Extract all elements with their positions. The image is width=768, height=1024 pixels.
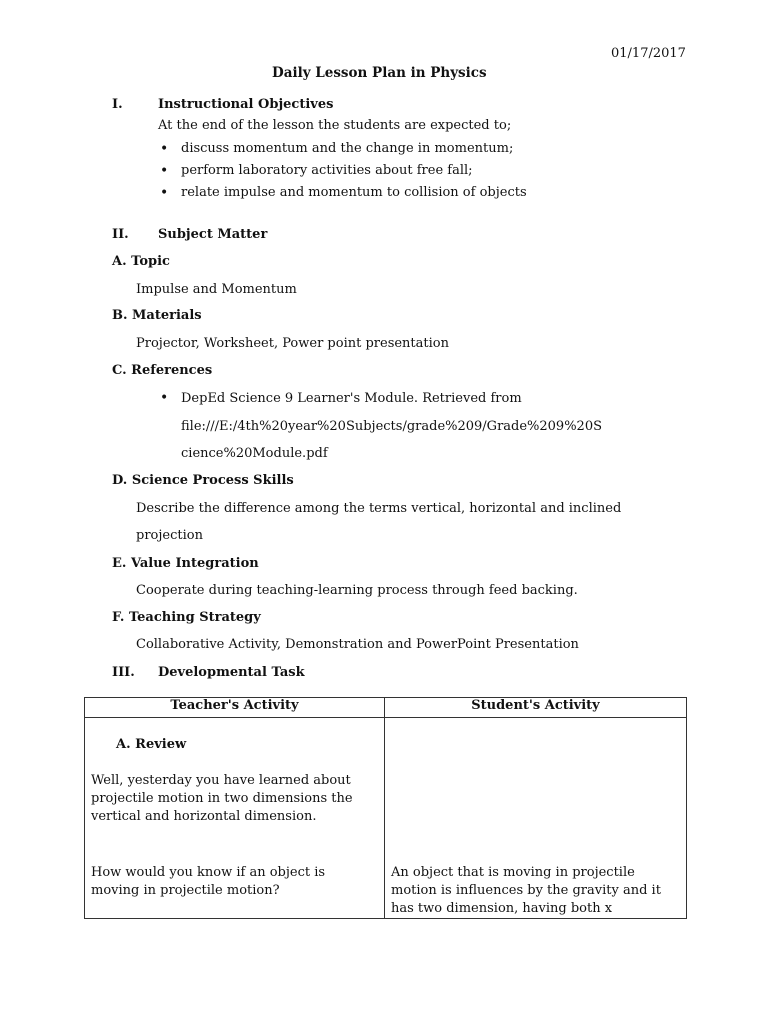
objective-text: perform laboratory activities about free fall; [181, 163, 473, 178]
reference-line-2: file:///E:/4th%20year%20Subjects/grade%209/Grade%209%20S [181, 419, 603, 434]
teacher-activity-header: Teacher's Activity [85, 698, 385, 718]
skills-line-1: Describe the difference among the terms vertical, horizontal and inclined [136, 501, 622, 516]
reference-line-3: cience%20Module.pdf [181, 446, 328, 461]
materials-text: Projector, Worksheet, Power point presentation [136, 336, 449, 351]
reference-line-1: DepEd Science 9 Learner's Module. Retrieved from [181, 391, 522, 406]
lesson-date: 01/17/2017 [611, 46, 686, 61]
section-1-numeral: I. [112, 97, 123, 112]
values-text: Cooperate during teaching-learning process through feed backing. [136, 583, 578, 598]
topic-heading: A. Topic [112, 254, 170, 269]
skills-line-2: projection [136, 528, 203, 543]
objectives-intro: At the end of the lesson the students are expected to; [158, 118, 512, 133]
topic-text: Impulse and Momentum [136, 282, 297, 297]
values-heading: E. Value Integration [112, 556, 259, 571]
student-paragraph-1: An object that is moving in projectile motion is influences by the gravity and it has two dimension, having both x [391, 865, 661, 916]
section-3-heading: Developmental Task [158, 665, 305, 680]
activity-table [84, 697, 687, 919]
teacher-paragraph-1: Well, yesterday you have learned about projectile motion in two dimensions the vertical and horizontal dimension. [91, 773, 353, 824]
strategy-text: Collaborative Activity, Demonstration and PowerPoint Presentation [136, 637, 579, 652]
objective-item [158, 182, 527, 204]
skills-heading: D. Science Process Skills [112, 473, 294, 488]
teacher-paragraph-2: How would you know if an object is moving in projectile motion? [91, 865, 326, 898]
reference-bullet: • [160, 390, 169, 406]
table-header-row [85, 698, 687, 718]
section-2-heading: Subject Matter [158, 227, 268, 242]
section-3-numeral: III. [112, 665, 135, 680]
objectives-list [158, 138, 527, 204]
objective-item [158, 138, 527, 160]
objective-text: relate impulse and momentum to collision of objects [181, 185, 527, 200]
student-activity-cell [385, 718, 687, 919]
strategy-heading: F. Teaching Strategy [112, 610, 261, 625]
review-heading: A. Review [116, 737, 187, 752]
student-activity-header: Student's Activity [385, 698, 687, 718]
teacher-activity-cell [85, 718, 385, 919]
materials-heading: B. Materials [112, 308, 202, 323]
objective-item [158, 160, 527, 182]
document-title: Daily Lesson Plan in Physics [272, 65, 487, 81]
table-row [85, 718, 687, 919]
objective-text: discuss momentum and the change in momentum; [181, 141, 514, 156]
references-heading: C. References [112, 363, 213, 378]
section-2-numeral: II. [112, 227, 129, 242]
section-1-heading: Instructional Objectives [158, 97, 334, 112]
